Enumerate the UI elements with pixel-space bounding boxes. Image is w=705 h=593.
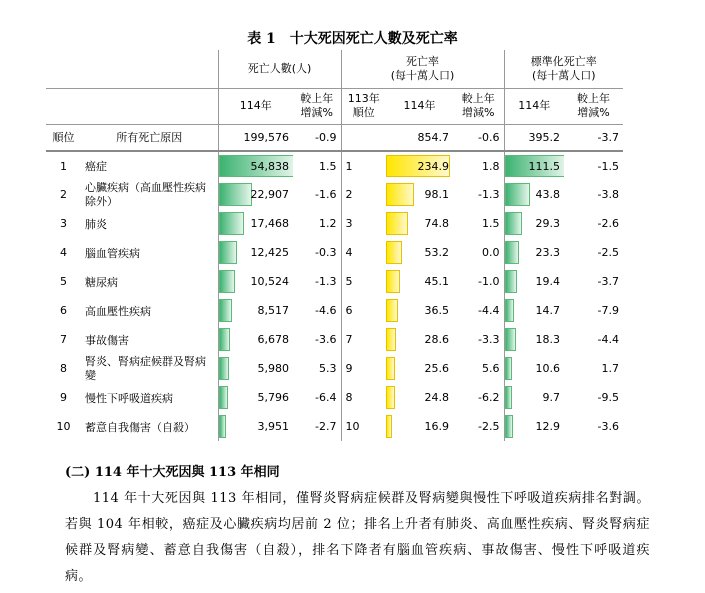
row-deaths-change: -3.6	[315, 333, 337, 346]
row-rank: 2	[60, 188, 67, 201]
row-deaths-change: -0.3	[315, 246, 337, 259]
table-row	[46, 267, 623, 296]
row-deaths-change: -4.6	[315, 304, 337, 317]
std-change-header: 較上年 增減%	[577, 92, 610, 119]
row-cause: 高血壓性疾病	[85, 304, 151, 318]
row-std	[504, 238, 564, 267]
std-rate-header: 標準化死亡率 (每十萬人口)	[504, 50, 623, 88]
rate-value: 74.8	[424, 217, 449, 230]
row-std	[504, 383, 564, 412]
row-rank113: 1	[341, 151, 386, 180]
std-value: 14.7	[535, 304, 560, 317]
row-rate	[386, 383, 453, 412]
row-rank: 7	[60, 333, 67, 346]
row-deaths	[218, 325, 293, 354]
row-deaths	[218, 180, 293, 209]
row-rate-change: -1.3	[478, 188, 500, 201]
deaths-value: 5,796	[257, 391, 289, 404]
row-std-change: -7.9	[597, 304, 619, 317]
row-rank113: 10	[341, 412, 386, 441]
row-deaths	[218, 209, 293, 238]
std-value: 43.8	[535, 188, 560, 201]
row-cause: 事故傷害	[85, 333, 129, 347]
row-rank: 6	[60, 304, 67, 317]
std-value: 18.3	[535, 333, 560, 346]
all-causes-label: 所有死亡原因	[81, 124, 218, 151]
row-deaths	[218, 151, 293, 180]
row-cause: 肺炎	[85, 217, 107, 231]
std-value: 19.4	[535, 275, 560, 288]
summary-paragraph: 114 年十大死因與 113 年相同，僅腎炎腎病症候群及腎病變與慢性下呼吸道疾病排名對調。若與 104 年相較，癌症及心臟疾病均居前 2 位；排名上升者有肺炎、高血壓性疾病、腎炎腎病症候群及腎病變、蓄意自我傷害（自殺），排名下降者有腦血管疾病、事故傷害、慢性下呼吸道疾病。	[65, 491, 650, 584]
row-rank: 8	[60, 362, 67, 375]
row-std-change: -4.4	[597, 333, 619, 346]
row-rank113: 6	[341, 296, 386, 325]
row-rank: 9	[60, 391, 67, 404]
row-rate-change: -3.3	[478, 333, 500, 346]
row-rate-change: 0.0	[482, 246, 500, 259]
row-std	[504, 151, 564, 180]
row-rate	[386, 238, 453, 267]
row-rank113: 8	[341, 383, 386, 412]
row-rank113: 9	[341, 354, 386, 383]
row-deaths	[218, 267, 293, 296]
all-std: 395.2	[504, 124, 564, 151]
table-row	[46, 209, 623, 238]
row-rank113: 5	[341, 267, 386, 296]
deaths-value: 17,468	[250, 217, 289, 230]
row-deaths-change: -6.4	[315, 391, 337, 404]
row-cause: 腎炎、腎病症候群及腎病變	[85, 354, 206, 382]
row-std-change: -1.5	[564, 151, 623, 180]
row-std-change: -3.6	[597, 420, 619, 433]
row-rank: 10	[56, 420, 71, 433]
row-rate	[386, 151, 453, 180]
deaths-value: 54,838	[250, 159, 289, 173]
header-row-2	[46, 88, 623, 124]
row-std-change: -2.5	[597, 246, 619, 259]
table-row	[46, 412, 623, 441]
section-heading: (二) 114 年十大死因與 113 年相同	[65, 465, 280, 480]
row-std	[504, 354, 564, 383]
std-value: 29.3	[535, 217, 560, 230]
all-rate-change: -0.6	[453, 124, 504, 151]
row-rate	[386, 180, 453, 209]
row-std	[504, 412, 564, 441]
std-value: 10.6	[535, 362, 560, 375]
rank-header: 順位	[46, 124, 81, 151]
row-rate-change: 1.8	[453, 151, 504, 180]
row-deaths-change: 1.5	[293, 151, 341, 180]
row-std	[504, 296, 564, 325]
rate-value: 25.6	[424, 362, 449, 375]
rate-year-header: 114年	[403, 99, 436, 112]
row-std	[504, 325, 564, 354]
row-cause: 蓄意自我傷害（自殺）	[85, 420, 195, 434]
row-std	[504, 209, 564, 238]
rate-value: 24.8	[424, 391, 449, 404]
deaths-value: 5,980	[257, 362, 289, 375]
row-deaths	[218, 412, 293, 441]
deaths-value: 10,524	[250, 275, 289, 288]
table-row	[46, 180, 623, 209]
row-deaths-change: -1.6	[315, 188, 337, 201]
row-std	[504, 267, 564, 296]
table-row	[46, 383, 623, 412]
std-value: 23.3	[535, 246, 560, 259]
rate-value: 45.1	[424, 275, 449, 288]
deaths-change-header: 較上年 增減%	[300, 92, 334, 119]
row-rate	[386, 267, 453, 296]
std-value: 12.9	[535, 420, 560, 433]
row-rate	[386, 296, 453, 325]
row-deaths	[218, 238, 293, 267]
row-rate-change: -6.2	[478, 391, 500, 404]
rate-value: 234.9	[417, 159, 449, 173]
row-rank113: 3	[341, 209, 386, 238]
row-std-change: -9.5	[597, 391, 619, 404]
row-std-change: -3.8	[597, 188, 619, 201]
table-row	[46, 238, 623, 267]
row-deaths	[218, 354, 293, 383]
deaths-value: 12,425	[250, 246, 289, 259]
rate-value: 36.5	[424, 304, 449, 317]
all-rate: 854.7	[386, 124, 453, 151]
row-cause: 糖尿病	[85, 275, 118, 289]
row-rate-change: -1.0	[478, 275, 500, 288]
row-rank: 4	[60, 246, 67, 259]
std-year-header: 114年	[504, 88, 564, 124]
row-cause: 心臟疾病（高血壓性疾病除外）	[85, 180, 206, 208]
row-deaths-change: 1.2	[319, 217, 337, 230]
row-deaths	[218, 383, 293, 412]
row-cause: 腦血管疾病	[85, 246, 140, 260]
table-row	[46, 151, 623, 180]
row-rate	[386, 412, 453, 441]
deaths-value: 22,907	[250, 188, 289, 201]
deaths-value: 3,951	[257, 420, 289, 433]
row-rank: 1	[46, 151, 81, 180]
all-deaths: 199,576	[218, 124, 293, 151]
row-cause: 慢性下呼吸道疾病	[85, 391, 173, 405]
row-rank: 5	[60, 275, 67, 288]
row-deaths-change: -1.3	[315, 275, 337, 288]
rate-change-header: 較上年 增減%	[461, 92, 495, 119]
row-rate-change: 5.6	[482, 362, 500, 375]
row-deaths-change: -2.7	[315, 420, 337, 433]
row-cause: 癌症	[81, 151, 218, 180]
deaths-value: 8,517	[257, 304, 289, 317]
row-rate-change: -4.4	[478, 304, 500, 317]
rate-value: 16.9	[424, 420, 449, 433]
row-std	[504, 180, 564, 209]
all-causes-row	[46, 124, 623, 151]
table-title: 表 1 十大死因死亡人數及死亡率	[247, 31, 458, 47]
row-rate-change: -2.5	[478, 420, 500, 433]
deaths-year-header: 114年	[218, 88, 293, 124]
row-rate-change: 1.5	[482, 217, 500, 230]
row-rate	[386, 209, 453, 238]
row-deaths	[218, 296, 293, 325]
row-rank113: 4	[341, 238, 386, 267]
all-std-change: -3.7	[564, 124, 623, 151]
table-row	[46, 325, 623, 354]
row-rate	[386, 325, 453, 354]
death-causes-table	[46, 50, 623, 441]
deaths-header: 死亡人數(人)	[218, 50, 341, 88]
std-value: 9.7	[542, 391, 560, 404]
rate-value: 28.6	[424, 333, 449, 346]
row-rate	[386, 354, 453, 383]
table-row	[46, 296, 623, 325]
row-deaths-change: 5.3	[319, 362, 337, 375]
row-std-change: -2.6	[597, 217, 619, 230]
all-deaths-change: -0.9	[293, 124, 341, 151]
rank113-header: 113年 順位	[341, 88, 386, 124]
row-rank113: 2	[341, 180, 386, 209]
rate-value: 98.1	[424, 188, 449, 201]
header-row-1	[46, 50, 623, 88]
deaths-value: 6,678	[257, 333, 289, 346]
row-std-change: -3.7	[597, 275, 619, 288]
row-std-change: 1.7	[601, 362, 619, 375]
rate-value: 53.2	[424, 246, 449, 259]
table-row	[46, 354, 623, 383]
rate-header: 死亡率 (每十萬人口)	[341, 50, 504, 88]
std-value: 111.5	[528, 159, 560, 173]
row-rank113: 7	[341, 325, 386, 354]
row-rank: 3	[60, 217, 67, 230]
